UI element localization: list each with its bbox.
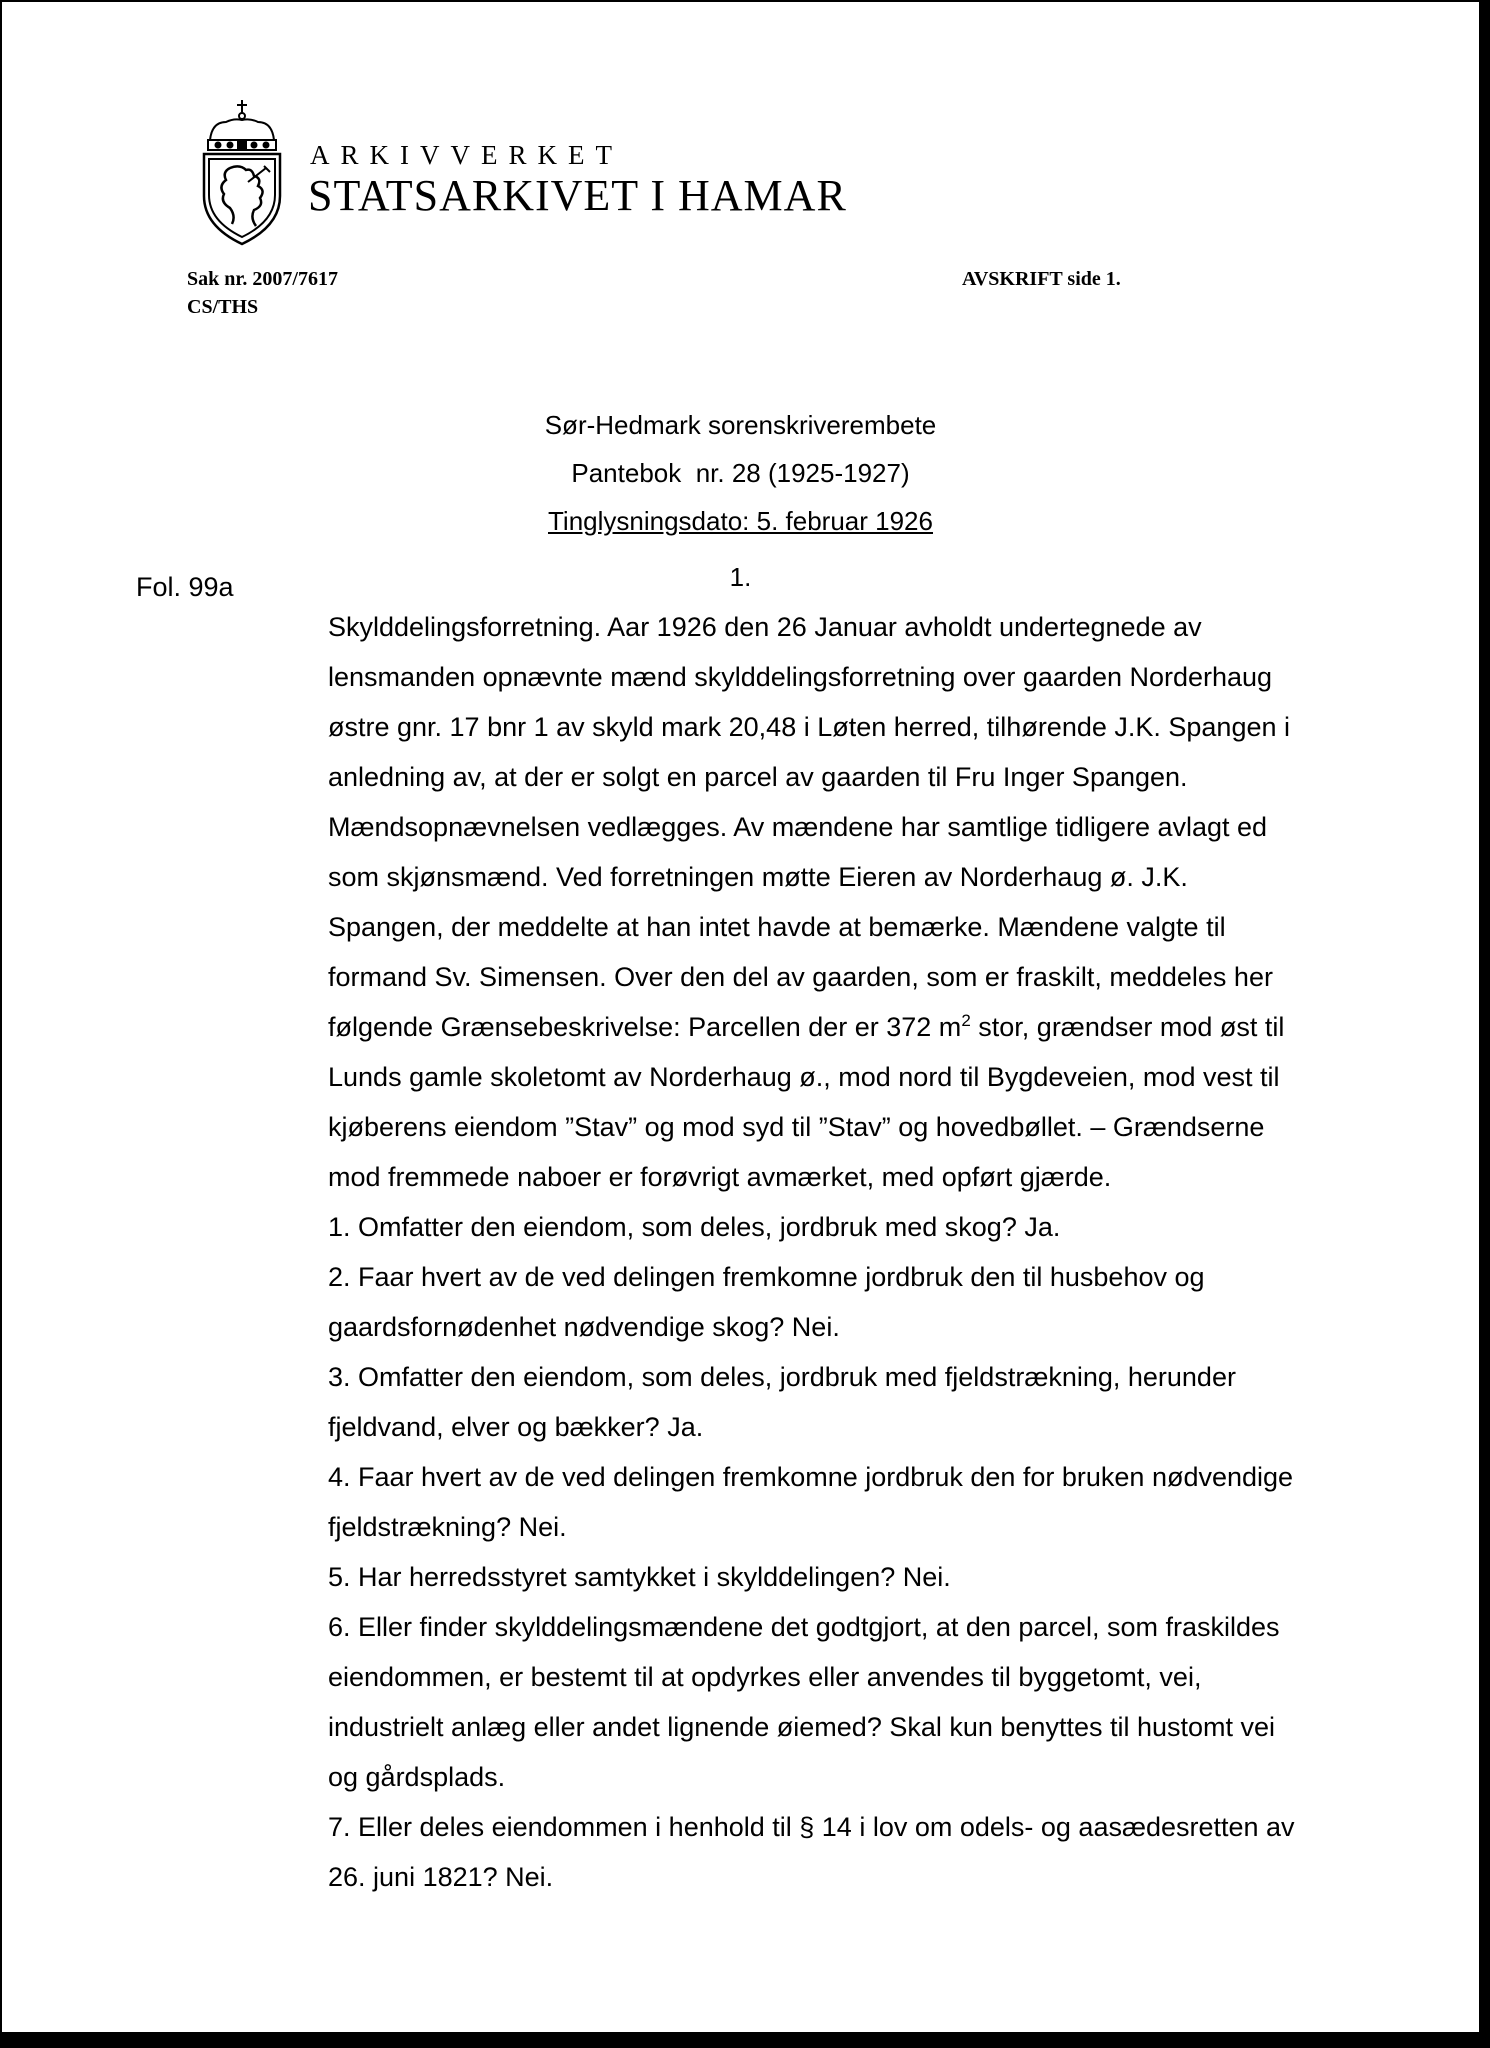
body-line: lensmanden opnævnte mænd skylddelingsforretning over gaarden Norderhaug xyxy=(328,662,1273,692)
body-line: som skjønsmænd. Ved forretningen møtte Eieren av Norderhaug ø. J.K. xyxy=(328,862,1188,892)
body-line: mod fremmede naboer er forøvrigt avmærket, med opført gjærde. xyxy=(328,1162,1112,1192)
case-initials: CS/THS xyxy=(187,296,259,318)
question-line: industrielt anlæg eller andet lignende øiemed? Skal kun benyttes til hustomt vei xyxy=(328,1712,1276,1742)
question-line: fjeldstrækning? Nei. xyxy=(328,1512,567,1542)
question-line: 5. Har herredsstyret samtykket i skylddelingen? Nei. xyxy=(328,1562,951,1592)
body-line: Skylddelingsforretning. Aar 1926 den 26 Januar avholdt undertegnede av xyxy=(328,612,1202,642)
question-line: fjeldvand, elver og bækker? Ja. xyxy=(328,1412,704,1442)
question-line: 7. Eller deles eiendommen i henhold til § 14 i lov om odels- og aasædesretten av xyxy=(328,1812,1295,1842)
question-line: eiendommen, er bestemt til at opdyrkes eller anvendes til byggetomt, vei, xyxy=(328,1662,1202,1692)
question-line: 1. Omfatter den eiendom, som deles, jordbruk med skog? Ja. xyxy=(328,1212,1061,1242)
question-line: 3. Omfatter den eiendom, som deles, jordbruk med fjeldstrækning, herunder xyxy=(328,1362,1236,1392)
body-line: Spangen, der meddelte at han intet havde at bemærke. Mændene valgte til xyxy=(328,912,1226,942)
entry-number: 1. xyxy=(729,562,752,592)
question-line: 4. Faar hvert av de ved delingen fremkomne jordbruk den for bruken nødvendige xyxy=(328,1462,1294,1492)
copy-label: AVSKRIFT side 1. xyxy=(962,268,1121,290)
body-line-part: følgende Grænsebeskrivelse: Parcellen der er 372 m xyxy=(328,1012,962,1042)
body-line: Lunds gamle skoletomt av Norderhaug ø., mod nord til Bygdeveien, mod vest til xyxy=(328,1062,1280,1092)
org-name-small: ARKIVVERKET xyxy=(310,140,623,170)
body-line: kjøberens eiendom ”Stav” og mod syd til ”Stav” og hovedbøllet. – Grændserne xyxy=(328,1112,1265,1142)
body-line-part: stor, grændser mod øst til xyxy=(970,1012,1285,1042)
org-name-large: STATSARKIVET I HAMAR xyxy=(308,171,847,220)
registration-date-text: Tinglysningsdato: 5. februar 1926 xyxy=(548,506,933,536)
folio-label: Fol. 99a xyxy=(136,572,234,602)
question-line: 26. juni 1821? Nei. xyxy=(328,1862,554,1892)
body-line: formand Sv. Simensen. Over den del av gaarden, som er fraskilt, meddeles her xyxy=(328,962,1273,992)
office-title: Sør-Hedmark sorenskriverembete xyxy=(544,410,937,440)
coat-of-arms-icon xyxy=(192,98,292,248)
question-line: gaardsfornødenhet nødvendige skog? Nei. xyxy=(328,1312,840,1342)
document-page xyxy=(2,2,1479,2032)
case-number: Sak nr. 2007/7617 xyxy=(187,268,338,290)
question-line: og gårdsplads. xyxy=(328,1762,506,1792)
body-line xyxy=(328,1002,1418,1052)
registration-date xyxy=(2,506,1479,537)
body-line: anledning av, at der er solgt en parcel av gaarden til Fru Inger Spangen. xyxy=(328,762,1188,792)
body-line: østre gnr. 17 bnr 1 av skyld mark 20,48 i Løten herred, tilhørende J.K. Spangen i xyxy=(328,712,1290,742)
question-line: 2. Faar hvert av de ved delingen fremkomne jordbruk den til husbehov og xyxy=(328,1262,1205,1292)
document-body xyxy=(328,602,1418,1902)
book-title: Pantebok nr. 28 (1925-1927) xyxy=(571,458,910,488)
body-line: Mændsopnævnelsen vedlægges. Av mændene har samtlige tidligere avlagt ed xyxy=(328,812,1268,842)
question-line: 6. Eller finder skylddelingsmændene det godtgjort, at den parcel, som fraskildes xyxy=(328,1612,1280,1642)
superscript: 2 xyxy=(961,1011,971,1030)
